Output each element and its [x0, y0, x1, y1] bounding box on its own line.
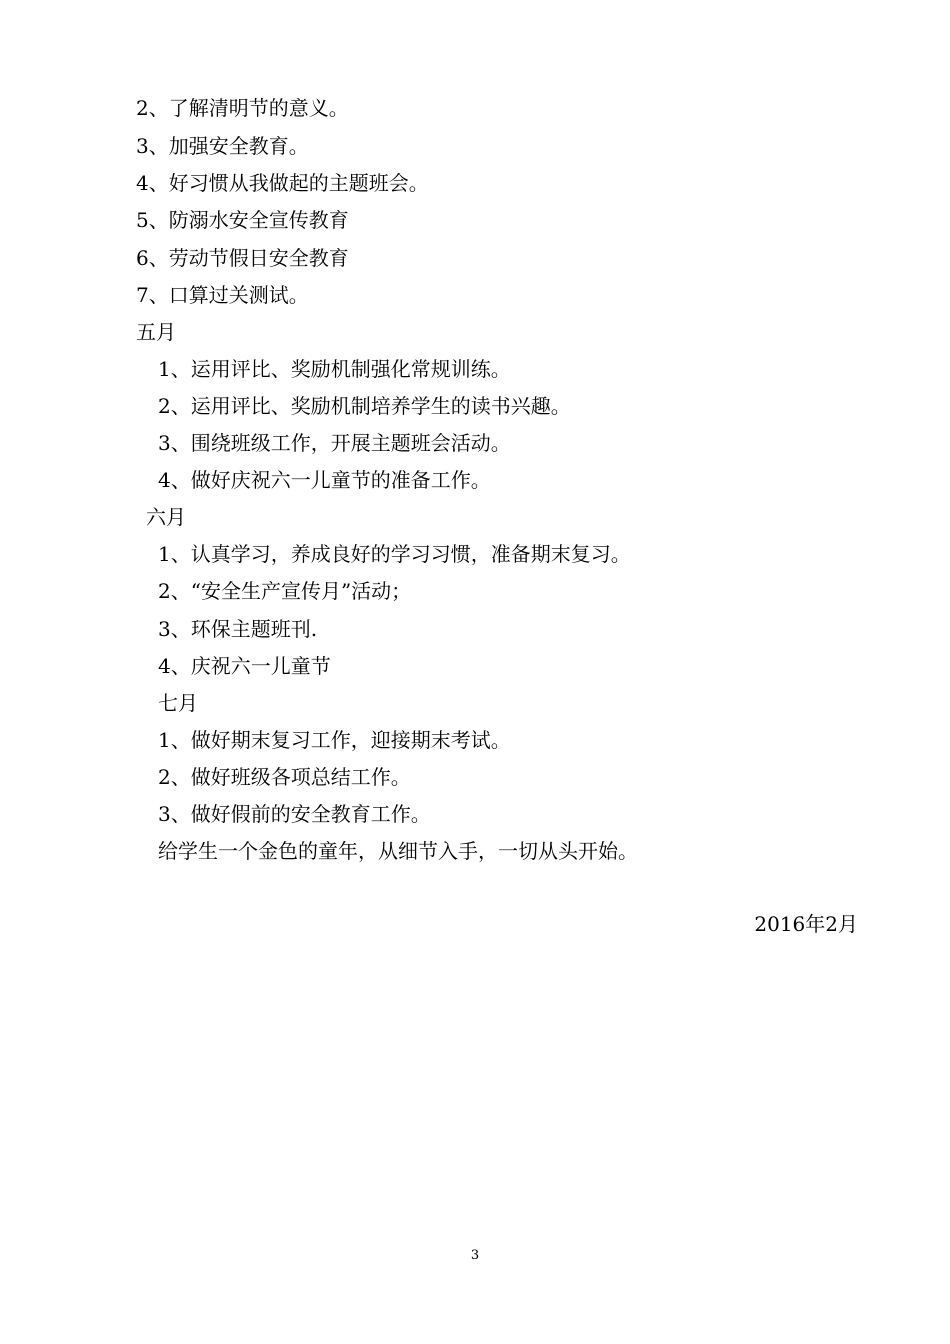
may-item-1: 1、运用评比、奖励机制强化常规训练。: [158, 357, 511, 381]
april-item-4: 4、好习惯从我做起的主题班会。: [136, 171, 429, 195]
may-item-4: 4、做好庆祝六一儿童节的准备工作。: [158, 468, 491, 492]
april-item-6: 6、劳动节假日安全教育: [136, 246, 349, 270]
june-item-3: 3、环保主题班刊.: [158, 617, 318, 641]
april-item-5: 5、防溺水安全宣传教育: [136, 208, 349, 232]
july-heading: 七月: [158, 691, 198, 715]
july-item-3: 3、做好假前的安全教育工作。: [158, 802, 431, 826]
april-item-2: 2、了解清明节的意义。: [136, 96, 349, 120]
june-heading: 六月: [146, 505, 186, 529]
july-item-1: 1、做好期末复习工作，迎接期末考试。: [158, 728, 511, 752]
may-heading: 五月: [136, 320, 176, 344]
closing-sentence: 给学生一个金色的童年，从细节入手，一切从头开始。: [158, 839, 638, 863]
document-date: 2016年2月: [754, 912, 858, 936]
april-item-7: 7、口算过关测试。: [136, 283, 309, 307]
page-number: 3: [470, 1248, 480, 1263]
july-item-2: 2、做好班级各项总结工作。: [158, 765, 411, 789]
june-item-4: 4、庆祝六一儿童节: [158, 654, 331, 678]
june-item-2: 2、“安全生产宣传月”活动；: [158, 579, 412, 603]
may-item-2: 2、运用评比、奖励机制培养学生的读书兴趣。: [158, 394, 571, 418]
april-item-3: 3、加强安全教育。: [136, 134, 309, 158]
june-item-1: 1、认真学习，养成良好的学习习惯，准备期末复习。: [158, 542, 631, 566]
may-item-3: 3、围绕班级工作，开展主题班会活动。: [158, 431, 511, 455]
